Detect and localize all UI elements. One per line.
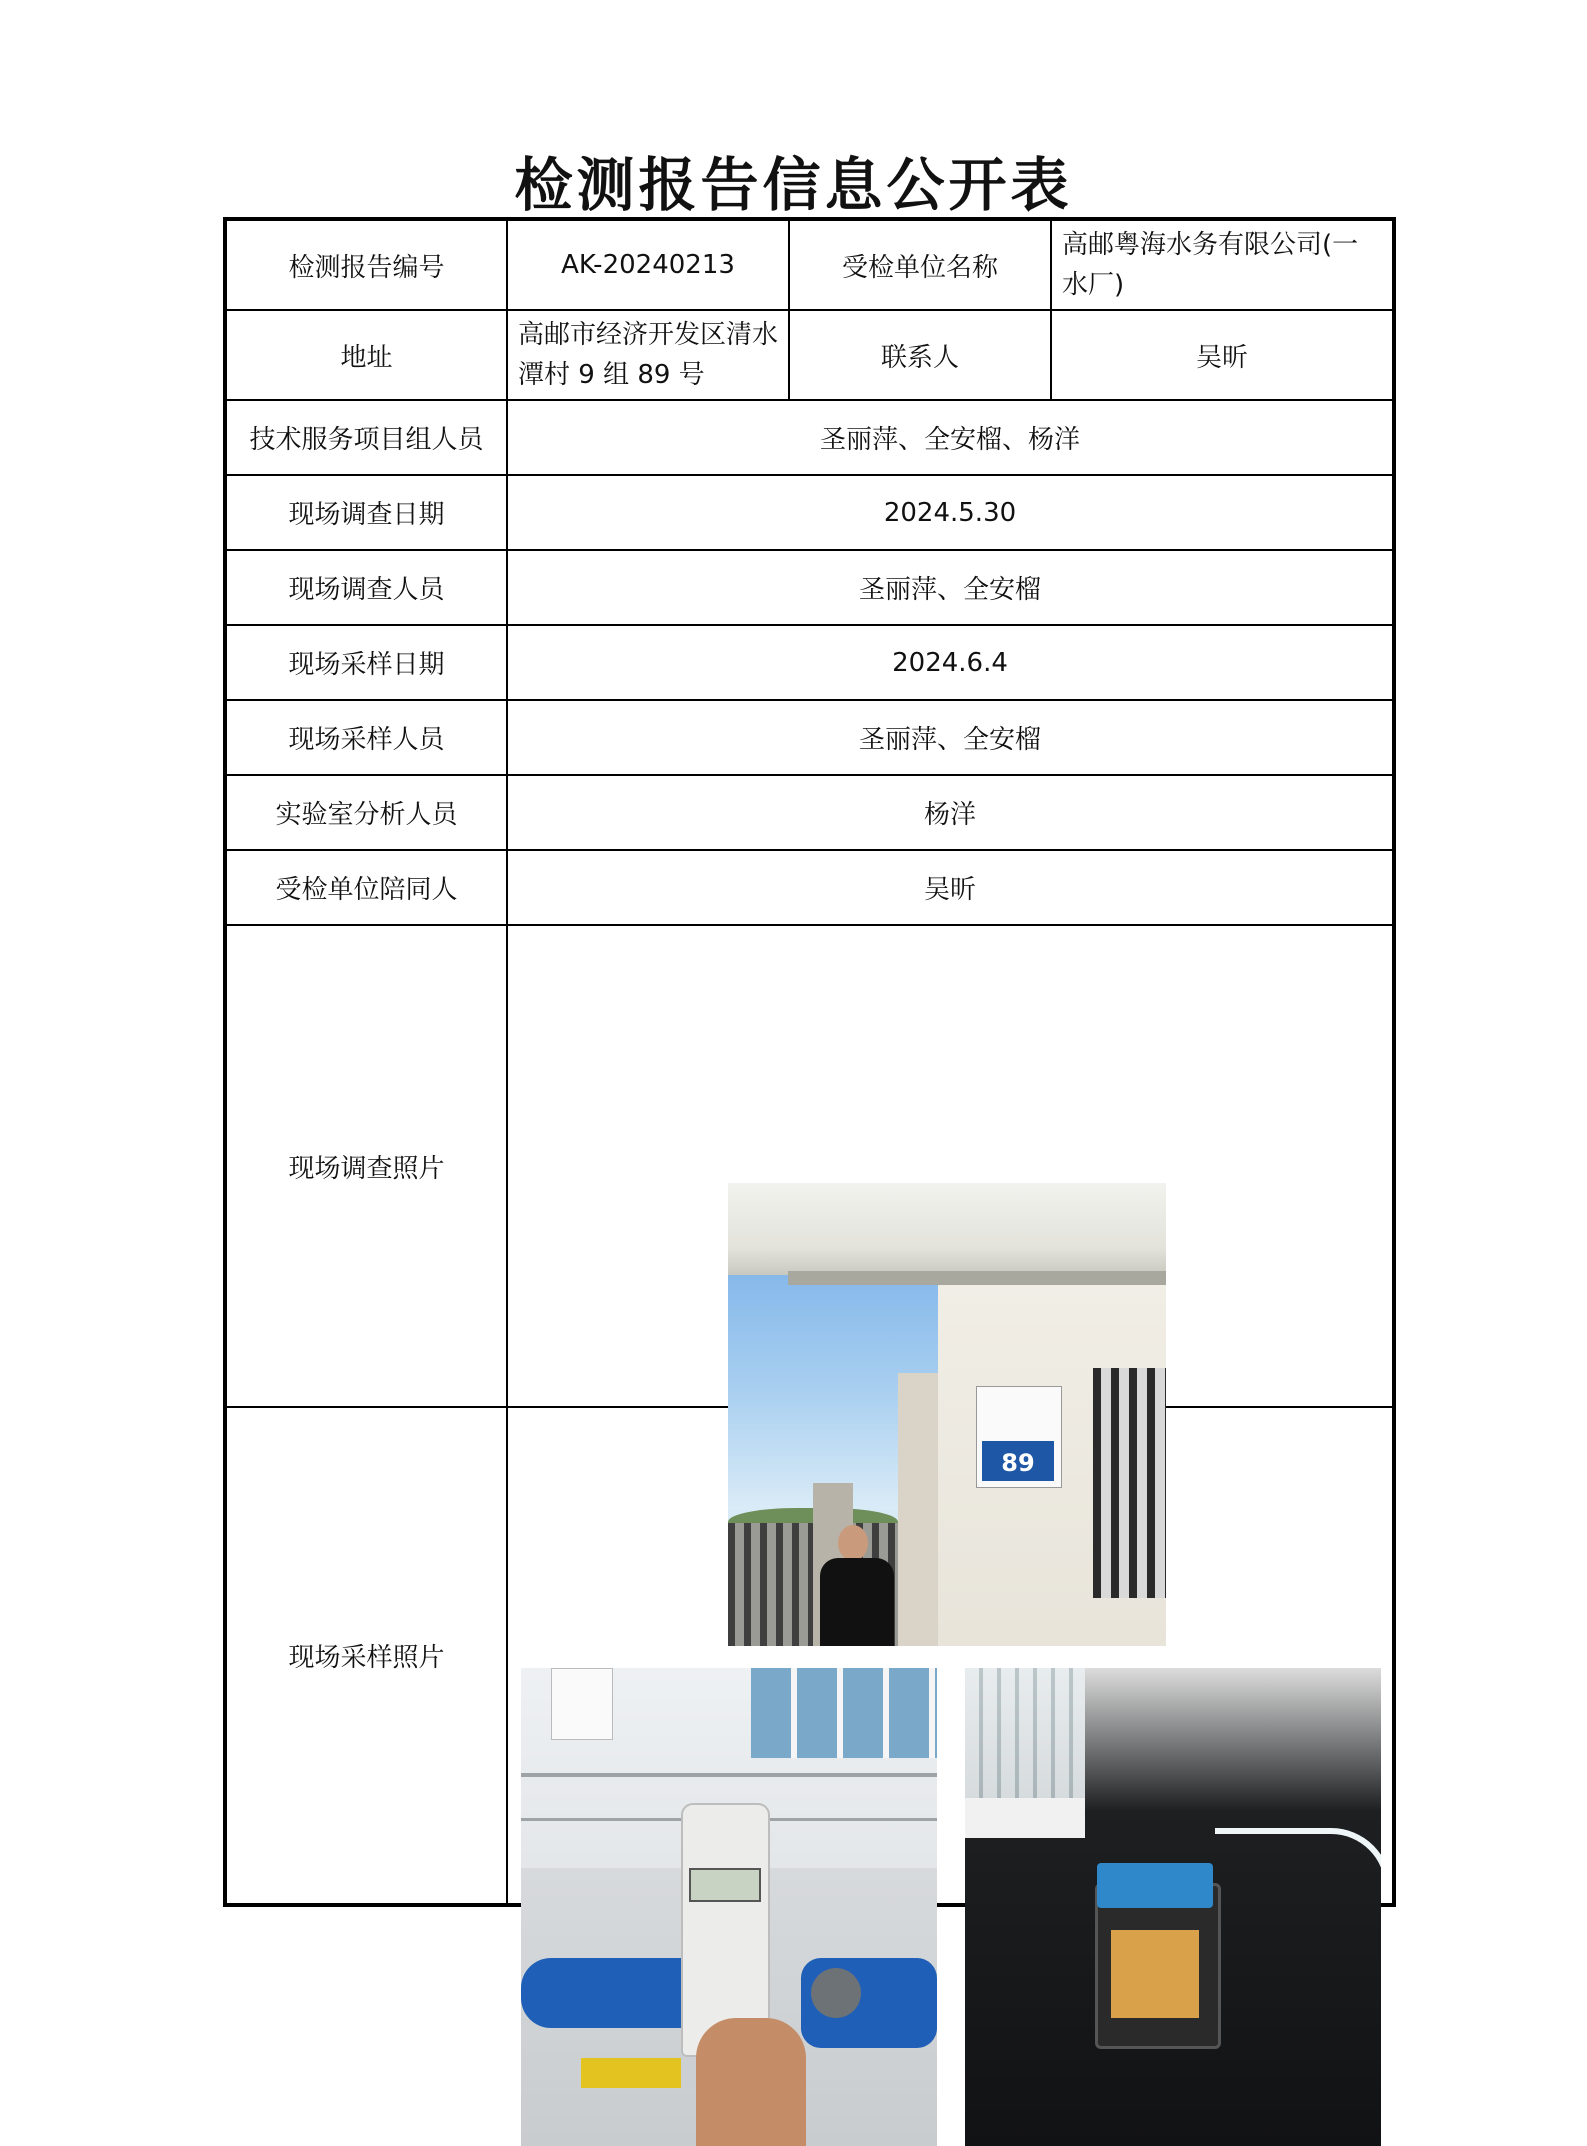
sampler-panel-shape bbox=[1111, 1930, 1199, 2018]
lab-analyst-value: 杨洋 bbox=[507, 775, 1394, 850]
survey-date-value: 2024.5.30 bbox=[507, 475, 1394, 550]
address-value: 高邮市经济开发区清水潭村 9 组 89 号 bbox=[507, 310, 789, 400]
wall-panel-shape bbox=[551, 1668, 613, 1740]
eave-shadow-shape bbox=[788, 1271, 1166, 1285]
table-row bbox=[225, 775, 1394, 850]
report-no-value: AK-20240213 bbox=[507, 219, 789, 310]
survey-photo-label: 现场调查照片 bbox=[225, 925, 507, 1407]
table-row bbox=[225, 550, 1394, 625]
person-body-shape bbox=[820, 1558, 894, 1646]
house-number-plate: 89 bbox=[982, 1441, 1054, 1481]
air-sampler-photo bbox=[965, 1668, 1381, 2146]
survey-photo bbox=[728, 1183, 1166, 1646]
lab-analyst-label: 实验室分析人员 bbox=[225, 775, 507, 850]
table-row bbox=[225, 625, 1394, 700]
table-row bbox=[225, 400, 1394, 475]
railing-shape bbox=[521, 1773, 937, 1777]
tube-rack-shape bbox=[965, 1798, 1085, 1838]
table-row bbox=[225, 475, 1394, 550]
escort-value: 吴昕 bbox=[507, 850, 1394, 925]
barred-window-shape bbox=[1093, 1368, 1166, 1598]
yellow-coupling-shape bbox=[581, 2058, 681, 2088]
sound-meter-photo bbox=[521, 1668, 937, 2146]
sampling-date-label: 现场采样日期 bbox=[225, 625, 507, 700]
workshop-windows-shape bbox=[751, 1668, 937, 1758]
project-team-label: 技术服务项目组人员 bbox=[225, 400, 507, 475]
table-row bbox=[225, 219, 1394, 310]
sampler-top-shape bbox=[1097, 1863, 1213, 1908]
unit-name-value: 高邮粤海水务有限公司(一水厂) bbox=[1051, 219, 1394, 310]
table-row bbox=[225, 925, 1394, 1407]
table-row bbox=[225, 310, 1394, 400]
document-title: 检测报告信息公开表 bbox=[514, 151, 1073, 219]
meter-display-shape bbox=[689, 1868, 761, 1902]
escort-label: 受检单位陪同人 bbox=[225, 850, 507, 925]
sampling-date-value: 2024.6.4 bbox=[507, 625, 1394, 700]
address-label: 地址 bbox=[225, 310, 507, 400]
project-team-value: 圣丽萍、全安榴、杨洋 bbox=[507, 400, 1394, 475]
sampling-staff-value: 圣丽萍、全安榴 bbox=[507, 700, 1394, 775]
survey-photo-cell bbox=[507, 925, 1394, 1477]
survey-date-label: 现场调查日期 bbox=[225, 475, 507, 550]
contact-label: 联系人 bbox=[789, 310, 1051, 400]
survey-staff-label: 现场调查人员 bbox=[225, 550, 507, 625]
report-info-table bbox=[223, 217, 1396, 1907]
motor-shape bbox=[811, 1968, 861, 2018]
sampling-photo-label: 现场采样照片 bbox=[225, 1407, 507, 1905]
survey-staff-value: 圣丽萍、全安榴 bbox=[507, 550, 1394, 625]
report-no-label: 检测报告编号 bbox=[225, 219, 507, 310]
contact-value: 吴昕 bbox=[1051, 310, 1394, 400]
unit-name-label: 受检单位名称 bbox=[789, 219, 1051, 310]
hand-shape bbox=[696, 2018, 806, 2146]
roof-eave-shape bbox=[728, 1183, 1166, 1275]
sampling-staff-label: 现场采样人员 bbox=[225, 700, 507, 775]
person-head-shape bbox=[838, 1525, 868, 1561]
table-row bbox=[225, 700, 1394, 775]
sampling-hose-shape bbox=[1215, 1828, 1381, 1984]
table-row bbox=[225, 850, 1394, 925]
building-side-shape bbox=[898, 1373, 943, 1646]
